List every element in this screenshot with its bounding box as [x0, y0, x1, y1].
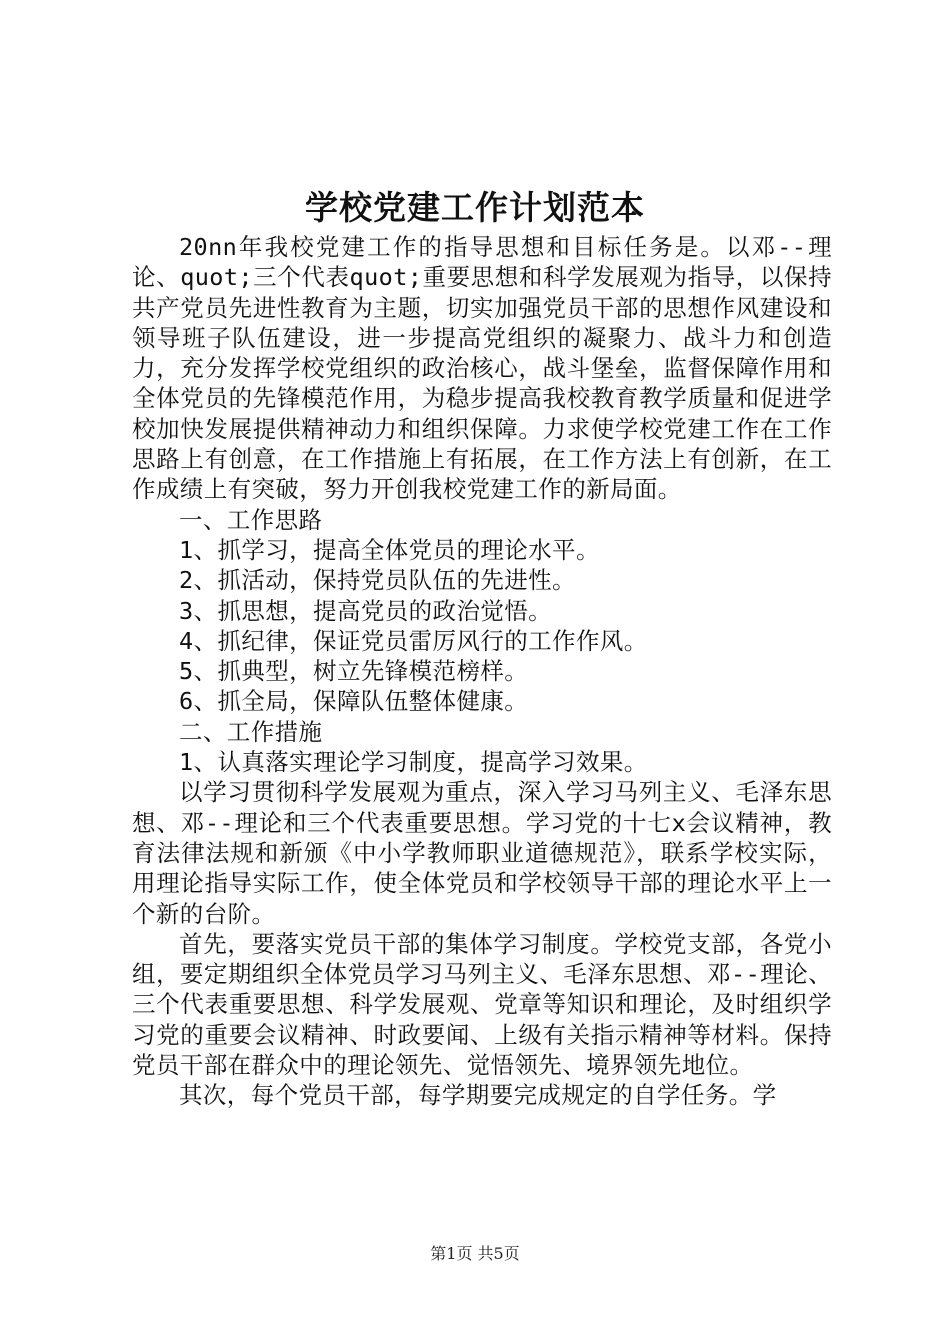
- list-item: 2、抓活动，保持党员队伍的先进性。: [179, 566, 576, 595]
- paragraph-first: 首先，要落实党员干部的集体学习制度。学校党支部，各党小组，要定期组织全体党员学习马列主义、毛泽东思想、邓--理论、三个代表重要思想、科学发展观、党章等知识和理论，及时组织学习党的重要会议精神、时政要闻、上级有关指示精神等材料。保持党员干部在群众中的理论领先、觉悟领先、境界领先地位。: [132, 929, 832, 1080]
- document-title: 学校党建工作计划范本: [305, 188, 645, 227]
- list-item: 1、认真落实理论学习制度，提高学习效果。: [179, 748, 648, 777]
- paragraph-second: 其次，每个党员干部，每学期要完成规定的自学任务。学: [179, 1081, 777, 1110]
- list-item: 3、抓思想，提高党员的政治觉悟。: [179, 596, 553, 625]
- page-number-footer: 第1页 共5页: [430, 1244, 520, 1263]
- list-item: 4、抓纪律，保证党员雷厉风行的工作作风。: [179, 626, 648, 655]
- document-body: [132, 232, 832, 1111]
- list-item: 6、抓全局，保障队伍整体健康。: [179, 687, 529, 716]
- paragraph-intro: 20nn年我校党建工作的指导思想和目标任务是。以邓--理论、quot;三个代表quot;重要思想和科学发展观为指导，以保持共产党员先进性教育为主题，切实加强党员干部的思想作风建设和领导班子队伍建设，进一步提高党组织的凝聚力、战斗力和创造力，充分发挥学校党组织的政治核心，战斗堡垒，监督保障作用和全体党员的先锋模范作用，为稳步提高我校教育教学质量和促进学校加快发展提供精神动力和组织保障。力求使学校党建工作在工作思路上有创意，在工作措施上有拓展，在工作方法上有创新，在工作成绩上有突破，努力开创我校党建工作的新局面。: [132, 233, 832, 504]
- list-item: 5、抓典型，树立先锋模范榜样。: [179, 657, 529, 686]
- list-item: 1、抓学习，提高全体党员的理论水平。: [179, 535, 600, 564]
- heading-work-ideas: 一、工作思路: [179, 505, 323, 534]
- heading-work-measures: 二、工作措施: [179, 717, 323, 746]
- paragraph-study-focus: 以学习贯彻科学发展观为重点，深入学习马列主义、毛泽东思想、邓--理论和三个代表重要思想。学习党的十七x会议精神，教育法律法规和新颁《中小学教师职业道德规范》，联系学校实际，用理论指导实际工作，使全体党员和学校领导干部的理论水平上一个新的台阶。: [132, 778, 832, 928]
